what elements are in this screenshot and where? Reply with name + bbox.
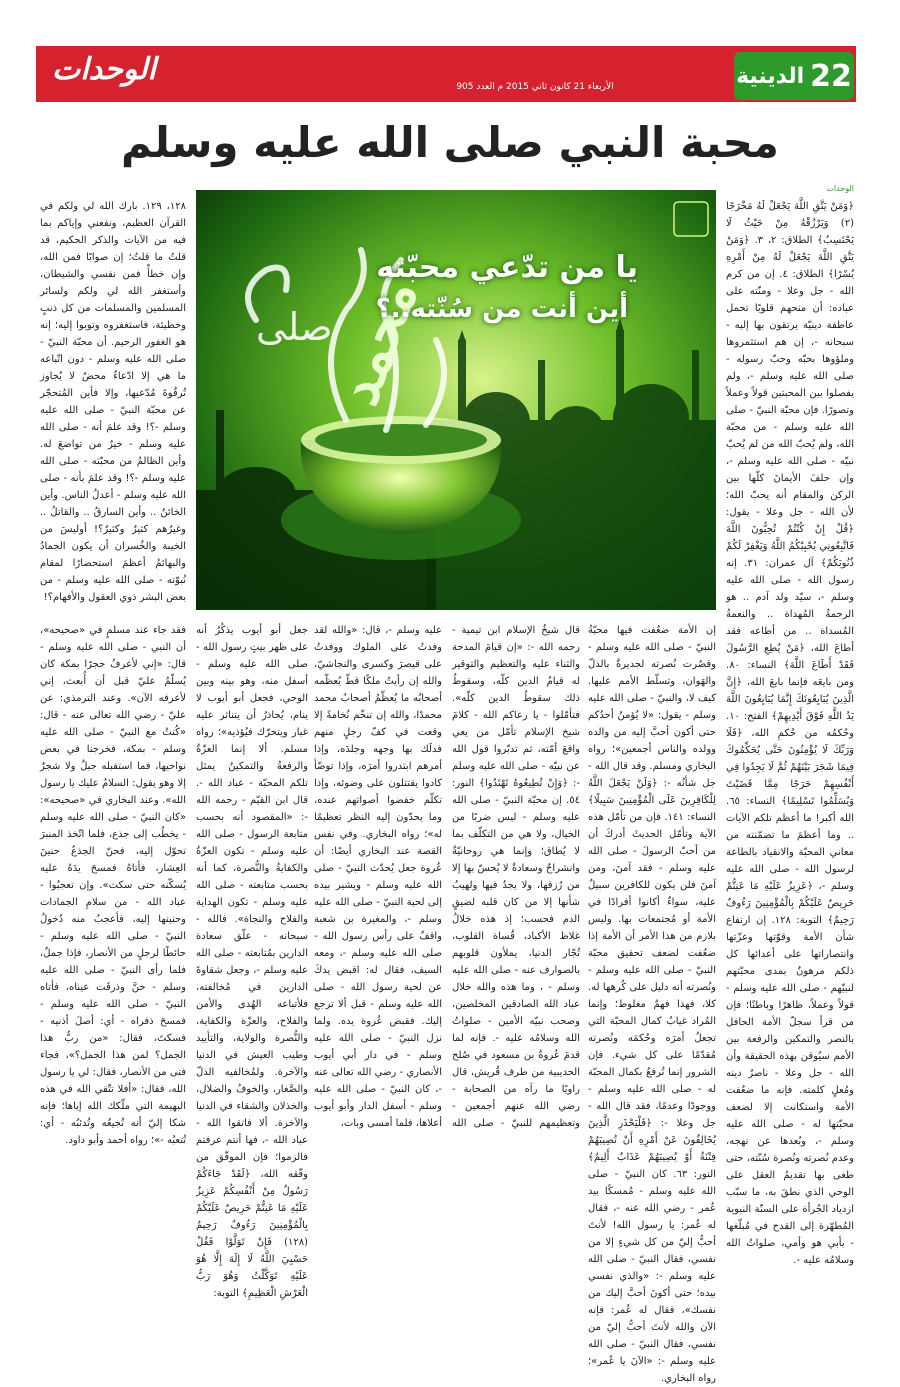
- column-left-mid-text: جعل أبو أيوب يذكُرُ أنه على ظهر بيتٍ رسول الله - صلى الله عليه وسلم - أسفل منه، وهو بينه وبين الوحي، فجعل أبو أيوب لا ينام، يُحاذرُ أن يتناثر عليه غبار ويتحرّك فيُؤذيه»؛ رواه مسلم. ألا إنما العزّةُ والرفعةُ والتمكينُ يمثل تلكم المحبّة - عباد الله -. قال ابن القيّم - رحمه الله -: «المقصود أنه بحسب متابعة الرسول - صلى الله عليه وسلم - تكون العزّةُ والكفايةُ والنُّصرة، كما أنه بحسب متابعته - صلى الله عليه وسلم - تكون الهداية والفلاح والنجاة». فالله - سبحانه - علّق سعادة الدارين بمُتابعته - صلى الله عليه وسلم -، وجعل شقاوةَ الدارين في مُخالفته، فلأتباعه الهُدى والأمن والفلاح، والعزّة والكفاية، والنُّصرة والولاية، والتأييد وطيب العيش في الدنيا والآخرة. ولمُخالفيه الذلّ والصَّغار، والخوفُ والضلال، والخذلان والشقاء في الدنيا والآخرة. ألا فاتقوا الله - عباد الله -، فها أنتم عرفتم فالزموا؛ فإن الموفّق من وفّقه الله، ﴿لَقَدْ جَاءَكُمْ رَسُولٌ مِنْ أَنْفُسِكُمْ عَزِيزٌ عَلَيْهِ مَا عَنِتُّمْ حَرِيصٌ عَلَيْكُمْ بِالْمُؤْمِنِينَ رَءُوفٌ رَحِيمٌ (١٢٨) فَإِنْ تَوَلَّوْا فَقُلْ حَسْبِيَ اللَّهُ لَا إِلَهَ إِلَّا هُوَ عَلَيْهِ تَوَكَّلْتُ وَهُوَ رَبُّ الْعَرْشِ الْعَظِيمِ﴾ التوبة:: [196, 625, 308, 1299]
- column-left-bottom: [40, 622, 186, 1188]
- calligraphy-salla: صلى: [256, 305, 333, 349]
- column-right-mid: [588, 622, 716, 1384]
- article-title: محبة النبي صلى الله عليه وسلم: [121, 118, 779, 167]
- newspaper-brand: الوحدات: [52, 52, 156, 87]
- column-right-mid-text: إن الأمة ضعُفت فيها محبّةُ النبيّ - صلى الله عليه وسلم - وقصُرت نُصرته لجديرةٌ بالذلّ والهَوان، وتسلّط الأمم عليها. كيف لا، والنبيّ - صلى الله عليه وسلم - يقول: «لا يُؤمنُ أحدُكم حتى أكون أحبَّ إليه من والده وولده والناس أجمعين»؛ رواه البخاري ومسلم. وقد قال الله - جل شأنُه -: ﴿وَلَنْ يَجْعَلَ اللَّهُ لِلْكَافِرِينَ عَلَى الْمُؤْمِنِينَ سَبِيلًا﴾ النساء: ١٤١. فإن من تأمّل هذه الآية وتأمّل الحديثَ أدركَ أن من أحبّ الرسولَ - صلى الله عليه وسلم - فقد آمنَ، ومن آمنَ فلن يكون للكافرين سبيلٌ عليه، سواءٌ أكانوا أفرادًا في الأمة أو مُجتمعات بها. وليس بلازم من هذا الأمر أن الأمة إذا ضعُفت لضعف تحقيق محبّة النبيّ - صلى الله عليه وسلم - ونُصرته أنه دليل على كُرهها له. كلا، فهذا فهمٌ مغلوط؛ وإنما المُراد غيابُ كمال المحبّة التي تجعلُ أمرَه وحُكمَه ونُصرته مُقدّمًا على كل شيء. فإن الشرور إنما تُرفعُ بكمال المحبّة له - صلى الله عليه وسلم - ووجودًا وعدمًا، فقد قال الله - جل وعلا -: ﴿فَلْيَحْذَرِ الَّذِينَ يُخَالِفُونَ عَنْ أَمْرِهِ أَنْ تُصِيبَهُمْ فِتْنَةٌ أَوْ يُصِيبَهُمْ عَذَابٌ أَلِيمٌ﴾ النور: ٦٣. كان النبيّ - صلى الله عليه وسلم - مُمسكًا بيد عُمر - رضي الله عنه -، فقال له عُمر: يا رسول الله! لأنتَ أحبُّ إليّ من كل شيءٍ إلا من نفسي، فقال النبيّ - صلى الله عليه وسلم -: «والذي نفسي بيده؛ حتى أكونَ أحبَّ إليك من نفسك»، فقال له عُمر: فإنه الآن والله لأنتَ أحبُّ إليّ من نفسي، فقال النبيّ - صلى الله عليه وسلم -: «الآنَ يا عُمر»؛ رواه البخاري.: [588, 625, 716, 1384]
- column-right: [726, 198, 855, 1266]
- article-credit: الوحدات: [826, 184, 854, 193]
- issue-date: الأربعاء 21 كانون ثاني 2015 م العدد 905: [456, 82, 614, 92]
- column-middle: [314, 622, 580, 1188]
- section-badge: [734, 52, 854, 100]
- header-bar: [36, 46, 856, 102]
- column-middle-text: قال شيخُ الإسلام ابن تيمية - رحمه الله -: «إن قيامَ المدحة والثناء عليه والتعظيم والتوقير له قيامُ الدين كلّه، وسقوطُ ذلك سقوطُ الدين كلّه». فتأمّلوا - يا رعاكم الله - كلامَ شيخ الإسلام تأمّل من يعي واقعَ أمّته، ثم تدبّروا قول الله عن نبيّه - صلى الله عليه وسلم -: ﴿وَإِنْ تُطِيعُوهُ تَهْتَدُوا﴾ النور: ٥٤. إن محبّة النبيّ - صلى الله عليه وسلم - ليس ضربًا من الخيال، ولا هي من التكلّف بما لا يُطاق؛ وإنما هي روحانيّةٌ وانشراحٌ وسعادةٌ لا يُحسّ بها إلا من رُزقها، ولا يجدُ فيها ولهيبُ شأنها إلا من كان قلبه لضيقٍ الدم فحسب؛ إذ هذه خلالُ غلاظ الأكباد، قُساة القلوب، تُجّار الدنيا، يملأون قلوبهم بالصوارف عنه - صلى الله عليه وسلم - ، وما هذه والله خلال عباد الله الصادقين المخلصين، وصحب نبيّه الأمين - صلواتُ الله وسلامُه عليه -. فإنه لما قدمَ عُروةُ بن مسعود في صُلح الحديبية من طرف قُريش، قال راويًا ما رآه من الصحابة - رضي الله عنهم أجمعين - وتعظيمهم للنبيّ - صلى الله عليه وسلم -، قال: «والله لقد وفدتُ على الملوك ووفدتُ على قيصرَ وكسرى والنجاشيّ، والله إن رأيتُ ملكًا قطّ يُعظّمه أصحابُه ما يُعظّمُ أصحابُ محمد محمدًا، والله إن تنخّم نُخامةً إلا وقعت في كفّ رجلٍ منهم فدلَك بها وجهه وجلدَه، وإذا أمرهم ابتدروا أمرَه، وإذا توضّأ كادوا يقتتلون على وضوئه، وإذا تكلّم خفضوا أصواتهم عنده، وما يحدّون إليه النظر تعظيمًا له»؛ رواه البخاري. وفي نفس القصة عند البخاري أيضًا: أن عُروة جعل يُحدّث النبيّ - صلى الله عليه وسلم - ويشير بيده إلى لحية النبيّ - صلى الله عليه وسلم -، والمغيرة بن شعبة واقفٌ على رأس رسول الله - صلى الله عليه وسلم -، ومعه السيف، فقال له: اقبض يدكَ عن لحية رسول الله - صلى الله عليه وسلم - قبل ألا ترجع إليك. فقبض عُروة يده. ولما نزل النبيّ - صلى الله عليه وسلم - في دار أبي أيوب الأنصاري - رضي الله تعالى عنه -، كان النبيّ - صلى الله عليه وسلم - أسفل الدار وأبو أيوب أعلاها، فلما أمسى وبات،: [314, 625, 580, 1129]
- image-caption-line1: يا من تدّعي محبّته: [376, 250, 638, 285]
- image-caption-line2: أين أنت من سُنّته..؟: [375, 294, 628, 324]
- page-number: 22: [810, 58, 852, 94]
- column-left-top: [40, 198, 186, 618]
- column-left-mid: [196, 622, 308, 1299]
- column-right-text: ﴿وَمَنْ يَتَّقِ اللَّهَ يَجْعَلْ لَهُ مَخْرَجًا (٢) وَيَرْزُقْهُ مِنْ حَيْثُ لَا يَحْتَسِبُ﴾ الطلاق: ٢، ٣. ﴿وَمَنْ يَتَّقِ اللَّهَ يَجْعَلْ لَهُ مِنْ أَمْرِهِ يُسْرًا﴾ الطلاق: ٤. إن من كرم الله - جل وعلا - ومنّته على عباده: أن منحهم قلوبًا تحمل عاطفة دينيّة يرتقون بها إليه - سبحانه -، إن هم استثمروها وملؤوها بحبّه وحبّ رسوله - صلى الله عليه وسلم -، ولم يفصلوا بين المحبتين قولاً وعملاً وتصورًا. فإن محبّة النبيّ - صلى الله عليه وسلم - من محبّة الله، ولم يُحبّ الله من لم يُحبّ نبيّه - صلى الله عليه وسلم -، وإن حلفَ الأيمانَ كلّها بين الركن والمقام أنه يحبّ الله؛ لأن الله - جل وعلا - يقول: ﴿قُلْ إِنْ كُنْتُمْ تُحِبُّونَ اللَّهَ فَاتَّبِعُونِي يُحْبِبْكُمُ اللَّهُ وَيَغْفِرْ لَكُمْ ذُنُوبَكُمْ﴾ آل عمران: ٣١. إنه رسول الله - صلى الله عليه وسلم -، سيّد ولد آدم .. هو الرحمةُ المُهداة .. والنعمةُ المُسداة .. من أطاعه فقد أطاعَ الله، ﴿مَنْ يُطِعِ الرَّسُولَ فَقَدْ أَطَاعَ اللَّهَ﴾ النساء: ٨٠. ومن بايعَه فإنما بايعَ الله، ﴿إِنَّ الَّذِينَ يُبَايِعُونَكَ إِنَّمَا يُبَايِعُونَ اللَّهَ يَدُ اللَّهِ فَوْقَ أَيْدِيهِمْ﴾ الفتح: ١٠. وحُكمُه من حُكمِ الله، ﴿فَلَا وَرَبِّكَ لَا يُؤْمِنُونَ حَتَّى يُحَكِّمُوكَ فِيمَا شَجَرَ بَيْنَهُمْ ثُمَّ لَا يَجِدُوا فِي أَنْفُسِهِمْ حَرَجًا مِمَّا قَضَيْتَ وَيُسَلِّمُوا تَسْلِيمًا﴾ النساء: ٦٥. الله أكبر! ما أعظم تلكم الآيات .. وما أعظمَ ما تضمّنته من معاني المحبّة والانقياد بالطاعة لرسول الله - صلى الله عليه وسلم -، ﴿عَزِيزٌ عَلَيْهِ مَا عَنِتُّمْ حَرِيصٌ عَلَيْكُمْ بِالْمُؤْمِنِينَ رَءُوفٌ رَحِيمٌ﴾ التوبة: ١٢٨. إن ارتفاع شأن الأمة وقوّتها وعزّتها وانتصاراتها على أعدائها كل ذلكم مرهونٌ بمدى محبّتهم لنبيّهم - صلى الله عليه وسلم - قولاً وعملاً، ظاهرًا وباطنًا؛ فإن من قرأ سجلّ الأمة الحافل بالنصر والتمكين والرفعة بين الأمم سيُوقن بهذه الحقيقة وأن الله - جل وعلا - ناصرٌ دينه ومُعلٍ كلمته. فإنه ما ضعُفت الأمة واستكانت إلا لضعف محبّتها له - صلى الله عليه وسلم -، وبُعدها عن نهجه، وعدم نُصرته ونُصرة سُنّته، حتى طغى بها تقديمُ العقل على الوحي الذي نطقَ به، ما سبّب ازدياد الجُرأة على السنّة النبوية المُطهّرة إلى القدح في مُبلّغها - بأبي هو وأمي، صلواتُ الله وسلامُه عليه -.: [726, 201, 855, 1266]
- hero-image: [196, 190, 716, 610]
- column-left-top-text: ١٢٨، ١٢٩. بارك الله لي ولكم في القرآن العظيم، ونفعني وإياكم بما فيه من الآيات والذكر الحكيم، قد قلتُ ما قلتُ؛ إن صوابًا فمن الله، وإن خطأً فمن نفسي والشيطان، وأستغفر الله لي ولكم ولسائر المسلمين والمسلمات من كل ذنبٍ وخطيئة، فاستغفروه وتوبوا إليه؛ إنه هو الغفور الرحيم. أن محبّة النبيّ - صلى الله عليه وسلم - دون اتّباعه ما هي إلا ادّعاءٌ محضٌ لا يُجاوز تُرقُوةَ مُدّعيها، وإلا فأين المُتحجّر عن محبّة النبيّ - صلى الله عليه وسلم -؟! وقد علمَ أنه - صلى الله عليه وسلم - خيرُ من تواضعَ له. وأين الظالمُ من محبّته - صلى الله عليه وسلم -؟! وقد علمَ بأنه - صلى الله عليه وسلم - أعدلُ الناس. وأين الخائنُ .. وأين السارقُ .. والقاتلُ .. وغيرُهم كثيرٌ وكثيرٌ؟! أوليسَ من الخيبة والخُسران أن يكون الجمادُ والبهائمُ أعظمَ استحضارًا لمقام نُبوّته - صلى الله عليه وسلم - من بعض البشر ذوي العقول والأفهام؟!: [40, 201, 186, 603]
- calligraphy-muhammad: محمد: [325, 270, 431, 414]
- column-left-bottom-text: فقد جاء عند مسلمٍ في «صحيحه»، أن النبي - صلى الله عليه وسلم - قال: «إني لأعرفُ حجرًا بمكة كان يُسلّمُ عليّ قبل أن أُبعث، إني لأعرفه الآن». وعند الترمذي: عن عليّ - رضي الله تعالى عنه - قال: «كُنتُ مع النبيّ - صلى الله عليه وسلم - بمكة، فخرجنا في بعض نواحيها، فما استقبله جبلٌ ولا شجرٌ إلا وهو يقول: السلامُ عليك يا رسول الله». وعند البخاري في «صحيحه»: «كان النبيّ - صلى الله عليه وسلم - يخطُب إلى جذع، فلما اتّخذ المنبرَ تحوّل إليه، فحنّ الجذعُ حنينَ العِشار، فأتاهُ فمسحَ يدَهُ عليه يُسكّنه حتى سكت». وإن تعجبُوا - عباد الله - من سلامِ الجمادات وحنينها إليه، فأعجبُ منه دُخولُ النبيّ - صلى الله عليه وسلم - حائطًا لرجلٍ من الأنصار، فإذا جملٌ، فلما رأى النبيّ - صلى الله عليه وسلم - حنَّ وذرفَت عيناه، فأتاه النبيّ - صلى الله عليه وسلم - فمسحَ ذفراه - أي: أصلَ أذنيه - فسكتَ، فقال: «من ربُّ هذا الجمل؟ لمن هذا الجمل؟»، فجاء فتى من الأنصار، فقال: لي يا رسول الله، فقال: «أفلا تتّقي الله في هذه البهيمة التي ملّكك الله إياها؛ فإنه شكا إليّ أنه تُجيعُه وتُدئبُه - أي: تُتعبُه -»؛ رواه أحمد وأبو داود.: [40, 625, 186, 1146]
- section-name: الدينية: [736, 63, 805, 89]
